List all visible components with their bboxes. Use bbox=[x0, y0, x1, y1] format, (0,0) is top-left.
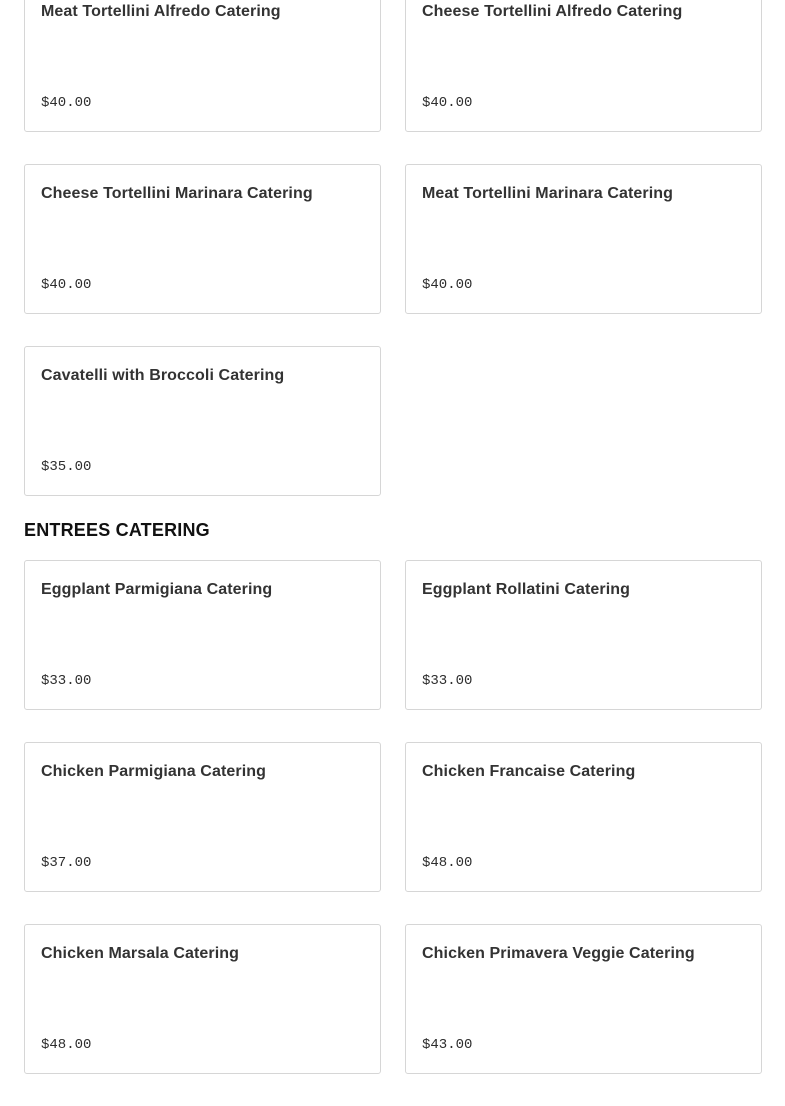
menu-item-name: Chicken Primavera Veggie Catering bbox=[422, 945, 695, 962]
menu-item-name: Eggplant Parmigiana Catering bbox=[41, 581, 273, 598]
menu-item-price: $40.00 bbox=[41, 277, 92, 293]
menu-item-card[interactable] bbox=[405, 742, 762, 892]
menu-item-price: $33.00 bbox=[41, 673, 92, 689]
menu-item-card[interactable] bbox=[405, 560, 762, 710]
menu-item-price: $35.00 bbox=[41, 459, 92, 475]
menu-item-card[interactable] bbox=[405, 0, 762, 132]
menu-item-price: $33.00 bbox=[422, 673, 473, 689]
menu-item-price: $40.00 bbox=[422, 95, 473, 111]
menu-item-price: $48.00 bbox=[422, 855, 473, 871]
menu-item-name: Meat Tortellini Marinara Catering bbox=[422, 185, 674, 202]
menu-item-name: Meat Tortellini Alfredo Catering bbox=[41, 3, 281, 20]
menu-item-name: Cavatelli with Broccoli Catering bbox=[41, 367, 285, 384]
menu-item-card[interactable] bbox=[24, 560, 381, 710]
menu-item-name: Chicken Francaise Catering bbox=[422, 763, 636, 780]
menu-item-card[interactable] bbox=[24, 742, 381, 892]
menu-item-card[interactable] bbox=[405, 924, 762, 1074]
menu-item-price: $43.00 bbox=[422, 1037, 473, 1053]
menu-item-card[interactable] bbox=[24, 0, 381, 132]
menu-item-name: Cheese Tortellini Marinara Catering bbox=[41, 185, 313, 202]
menu-item-name: Chicken Marsala Catering bbox=[41, 945, 240, 962]
menu-item-name: Chicken Parmigiana Catering bbox=[41, 763, 266, 780]
menu-item-price: $37.00 bbox=[41, 855, 92, 871]
menu-item-price: $40.00 bbox=[422, 277, 473, 293]
menu-item-card[interactable] bbox=[24, 924, 381, 1074]
menu-item-name: Eggplant Rollatini Catering bbox=[422, 581, 631, 598]
section-heading-entrees: ENTREES CATERING bbox=[24, 520, 210, 540]
menu-item-name: Cheese Tortellini Alfredo Catering bbox=[422, 3, 683, 20]
menu-item-card[interactable] bbox=[24, 346, 381, 496]
menu-item-card[interactable] bbox=[405, 164, 762, 314]
menu-item-card[interactable] bbox=[24, 164, 381, 314]
menu-item-price: $48.00 bbox=[41, 1037, 92, 1053]
menu-item-price: $40.00 bbox=[41, 95, 92, 111]
